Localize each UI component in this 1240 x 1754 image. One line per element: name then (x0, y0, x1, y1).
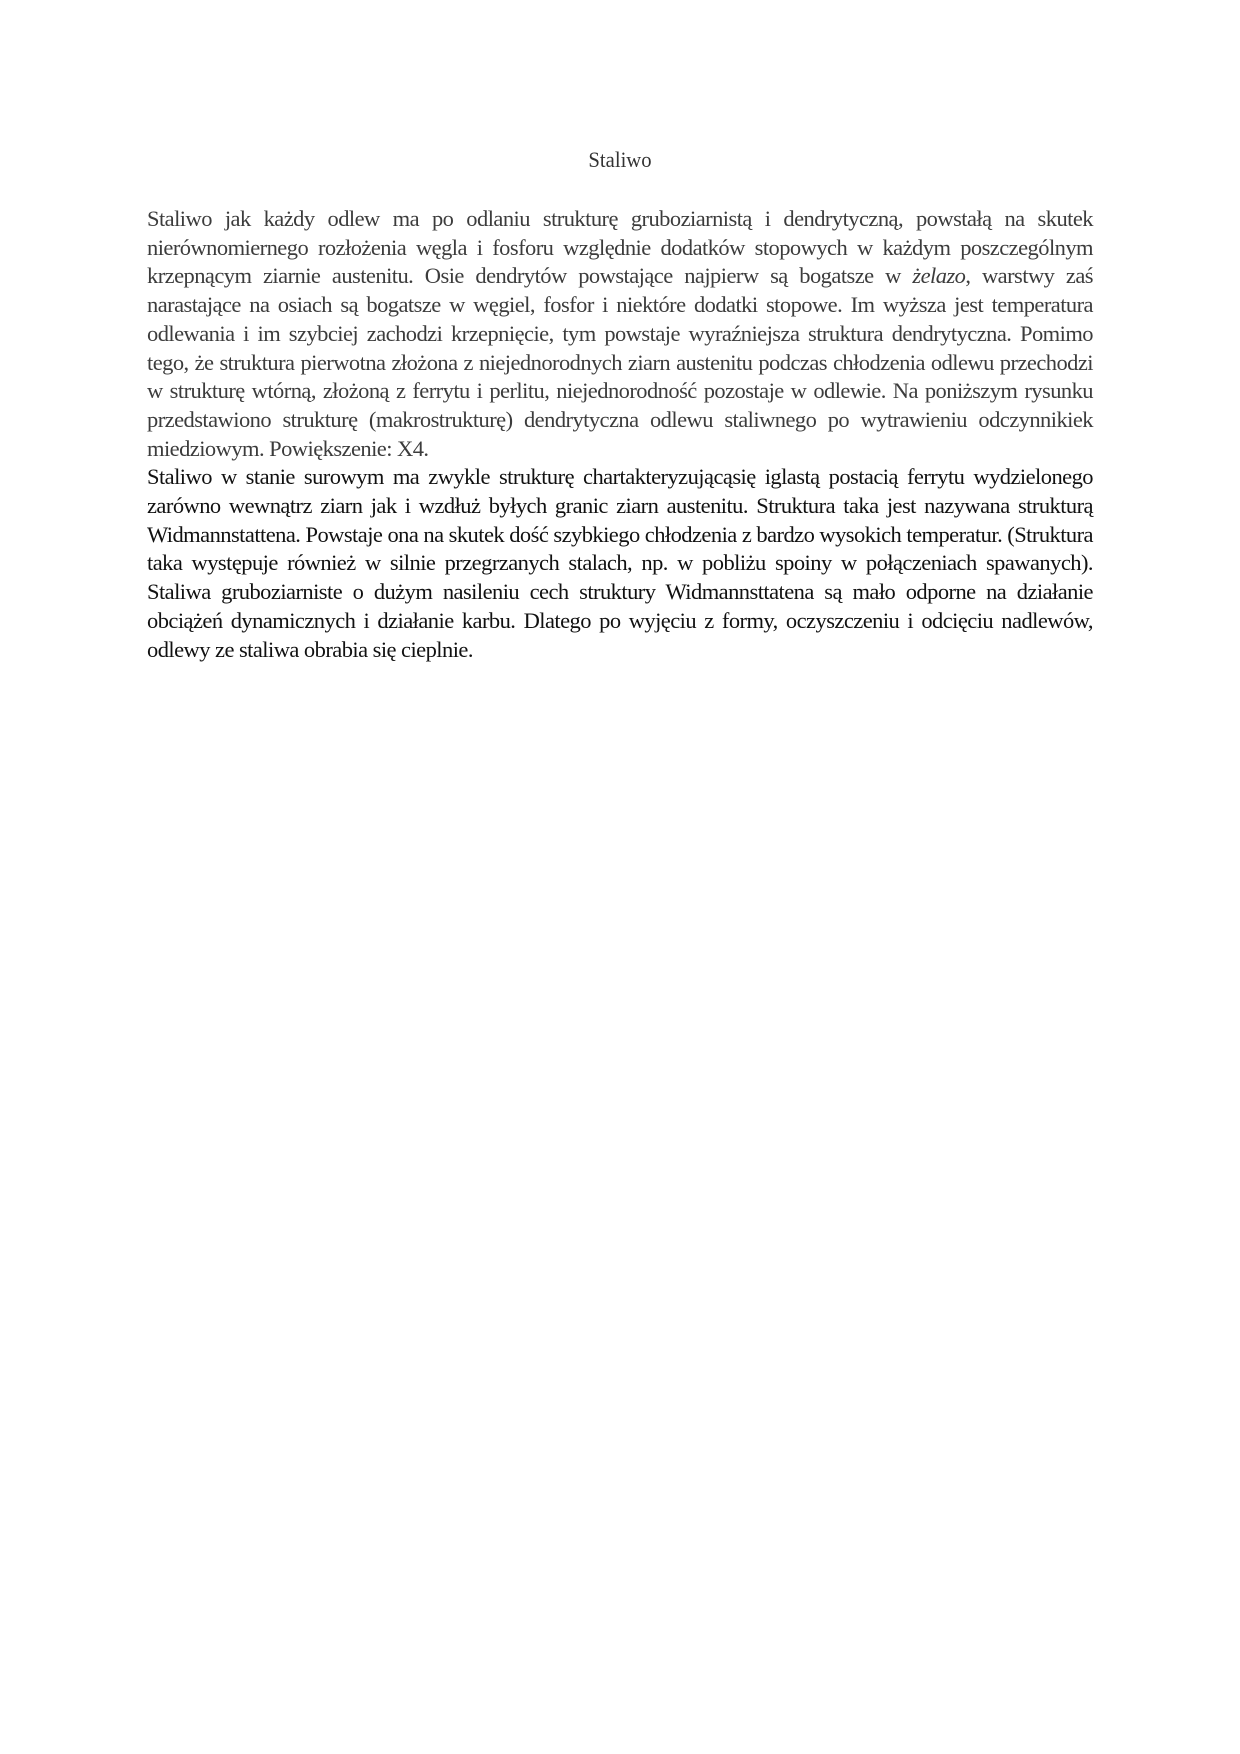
document-title: Staliwo (588, 147, 652, 172)
paragraph-widmannstatten-structure: Staliwo w stanie surowym ma zwykle strukturę chartakteryzującąsię iglastą postacią ferrytu wydzielonego zarówno wewnątrz ziarn jak i wzdłuż byłych granic ziarn austenitu. Struktura taka jest nazywana strukturą Widmannstattena. Powstaje ona na skutek dość szybkiego chłodzenia z bardzo wysokich temperatur. (Struktura taka występuje również w silnie przegrzanych stalach, np. w pobliżu spoiny w połączeniach spawanych). Staliwa gruboziarniste o dużym nasileniu cech struktury Widmannsttatena są mało odporne na działanie obciążeń dynamicznych i działanie karbu. Dlatego po wyjęciu z formy, oczyszczeniu i odcięciu nadlewów, odlewy ze staliwa obrabia się cieplnie. (147, 464, 1093, 662)
italic-term: żelazo (912, 263, 966, 289)
paragraph-dendritic-structure (147, 205, 1093, 463)
document-body (147, 205, 1093, 664)
paragraph-text: Staliwo jak każdy odlew ma po odlaniu strukturę gruboziarnistą i dendrytyczną, powstałą na skutek nierównomiernego rozłożenia węgla i fosforu względnie dodatków stopowych w każdym poszczególnym krzepnącym ziarnie austenitu. Osie dendrytów powstające najpierw są bogatsze w (147, 206, 1093, 289)
paragraph-text: , warstwy zaś narastające na osiach są bogatsze w węgiel, fosfor i niektóre dodatki stopowe. Im wyższa jest temperatura odlewania i im szybciej zachodzi krzepnięcie, tym powstaje wyraźniejsza struktura dendrytyczna. Pomimo tego, że struktura pierwotna złożona z niejednorodnych ziarn austenitu podczas chłodzenia odlewu przechodzi w strukturę wtórną, złożoną z ferrytu i perlitu, niejednorodność pozostaje w odlewie. Na poniższym rysunku przedstawiono strukturę (makrostrukturę) dendrytyczna odlewu staliwnego po wytrawieniu odczynnikiek miedziowym. Powiększenie: X4. (147, 263, 1093, 461)
